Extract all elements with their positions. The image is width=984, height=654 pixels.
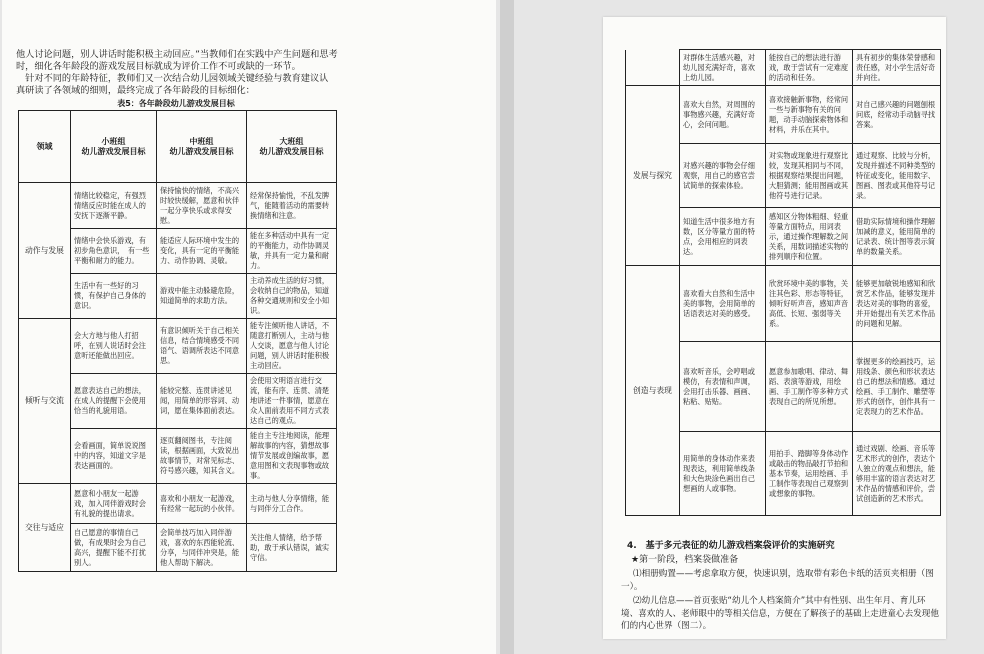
table-cell: 能较完整、连贯讲述见闻，用简单的形容词、动词，愿在集体面前表达。 [157,374,247,429]
table-cell: 用简单的身体动作来表现表达，利用简单线条和大色块涂色画出自己想画的人或事物。 [680,432,766,516]
table-cell: 主动与他人分享情绪，能与同伴分工合作。 [247,484,337,524]
table-cell: 主动养成生活的好习惯，会收纳自己的物品，知道各种交通规则和安全小知识。 [247,274,337,319]
header-large: 大班组 幼儿游戏发展目标 [247,111,337,183]
domain-cell: 动作与发展 [19,183,71,319]
table-cell: 喜欢和小朋友一起游戏，有经常一起玩的小伙伴。 [157,484,247,524]
table-cell: 喜欢听音乐，会哼唱或模仿，有表情和声调，会用打击乐器、画画、粘粘、贴贴。 [680,342,766,432]
header-small: 小班组 幼儿游戏发展目标 [71,111,157,183]
domain-cell: 倾听与交流 [19,319,71,484]
table-cell: 喜欢看大自然和生活中美的事物，会用简单的话语表达对美的感受。 [680,266,766,342]
table-cell: 借助实际情境和操作理解加减的意义，能用简单的记录表、统计图等表示简单的数量关系。 [853,208,941,266]
domain-cell: 交往与适应 [19,484,71,572]
table-cell: 对实物或现象进行观察比较，发现其相同与不同，根据观察结果提出问题，大胆猜测；能用图画或其他符号进行记录。 [766,144,853,208]
table-cell: 感知区分物体粗细、轻重等量方面特点，用词表示，通过操作理解数之间关系，用数词描述实物的排列顺序和位置。 [766,208,853,266]
table-cell [626,50,680,86]
table-cell: 会简单技巧加入同伴游戏，喜欢的东西能轮流、分享，与同伴冲突是，能他人帮助下解决。 [157,524,247,572]
table-cell: 愿意参加歌唱、律动、舞蹈、表演等游戏，用绘画、手工制作等多种方式表现自己的所见所想。 [766,342,853,432]
table-cell: 会使用文明语言进行交流，能有序、连贯、清楚地讲述一件事情，愿意在众人面前表用不同方式表达自己的观点。 [247,374,337,429]
table-cell: 能适应人际环境中发生的变化，具有一定的平衡能力、动作协调、灵敏。 [157,229,247,274]
table-cell: 掌握更多的绘画技巧，运用线条、颜色和形状表达自己的想法和情感。通过绘画、手工制作、雕塑等形式的创作，创作具有一定表现力的艺术作品。 [853,342,941,432]
table-cell: 通过戏剧、绘画、音乐等艺术形式的创作，表达个人独立的观点和想法，能够用丰富的语言表达对艺术作品的情感和评价，尝试创造新的艺术形式。 [853,432,941,516]
table-cell: 愿意和小朋友一起游戏，加入同伴游戏时会有礼貌的提出请求。 [71,484,157,524]
header-domain: 领域 [19,111,71,183]
table-cell: 情绪中会快乐游戏，有初步角色意识， 有一些平衡和耐力的能力。 [71,229,157,274]
table-caption: 表5：各年龄段幼儿游戏发展目标 [117,99,235,108]
table-cell: 会看画面，简单说说图中的内容，知道文字是表达画面的。 [71,429,157,484]
table-cell: 喜欢接触新事物，经常问一些与新事物有关的问题，动手动脑探索物体和材料，并乐在其中。 [766,86,853,144]
table-cell: 游戏中能主动躲避危险，知道简单的求助方法。 [157,274,247,319]
intro-line-1: 他人讨论问题，别人讲话时能积极主动回应。”当教师们在实践中产生问题和思考 [16,49,338,60]
table-cell: 能在多种活动中具有一定的平衡能力，动作协调灵敏，并具有一定力量和耐力。 [247,229,337,274]
table-cell: 通过观察、比较与分析，发现并描述不同种类型的特征或变化，能用数字、图画、图表或其他符号记录。 [853,144,941,208]
goals-table-left [18,110,337,572]
table-cell: 保持愉快的情绪，不高兴时较快缓解，愿意和伙伴一起分享快乐或求得安慰。 [157,183,247,229]
table-cell: 对群体生活感兴趣，对幼儿园充满好奇，喜欢上幼儿园。 [680,50,766,86]
intro-line-3: 针对不同的年龄特征，教师们又一次结合幼儿园领域关键经验与教育建议认 [16,73,329,84]
domain-cell: 发展与探究 [626,86,680,266]
left-document-page [2,0,496,654]
table-cell: 对自己感兴趣的问题刨根问底，经常动手动脑寻找答案。 [853,86,941,144]
table-cell: 自己愿意的事情自己做，有成果时会为自己高兴，提醒下能不打扰别人。 [71,524,157,572]
right-document-page [603,17,946,639]
table-cell: 欣赏环境中美的事物，关注其色彩、形态等特征，倾听好听声音，感知声音高低、长短、强弱等关系。 [766,266,853,342]
table-cell: 能够更加敏锐地感知和欣赏艺术作品，能够发现并表达对美的事物的喜爱，并开始提出有关艺术作品的问题和见解。 [853,266,941,342]
table-cell: 能按自己的想法进行游戏，敢于尝试有一定难度的活动和任务。 [766,50,853,86]
goals-table-right [625,49,941,516]
section-heading: 4. 基于多元表征的幼儿游戏档案袋评价的实施研究 [627,541,835,551]
table-cell: 有意识倾听关于自己相关信息，结合情境感受不同语气、语调所表达不同意思。 [157,319,247,374]
table-cell: 逐页翻阅图书，专注阅读，根据画面，大致说出故事情节，对常见标志、符号感兴趣，知其含义。 [157,429,247,484]
item-album: ⑴相册购置——考虑拿取方便，快速识别，选取带有彩色卡纸的活页夹相册（图一）。 [621,569,934,592]
table-cell: 生活中有一些好的习惯，有保护自己身体的意识。 [71,274,157,319]
table-cell: 经常保持愉悦，不乱发脾气，能随着活动的需要转换情绪和注意。 [247,183,337,229]
page-gutter [500,0,514,654]
table-cell: 愿意表达自己的想法，在成人的提醒下会使用恰当的礼貌用语。 [71,374,157,429]
table-cell: 用拍手、踏脚等身体动作或敲击的物品敲打节拍和基本节奏，运用绘画、手工制作等表现自己观察到或想象的事物。 [766,432,853,516]
table-cell: 能专注倾听他人讲话，不随意打断别人，主动与他人交谈，愿意与他人讨论问题，别人讲话时能积极主动回应。 [247,319,337,374]
table-cell: 喜欢大自然，对周围的事物感兴趣，充满好奇心，会问问题。 [680,86,766,144]
table-cell: 情绪比较稳定，有强烈情绪反应时能在成人的安抚下逐渐平静。 [71,183,157,229]
intro-line-4: 真研读了各领域的细则，最终完成了各年龄段的目标细化： [16,85,255,96]
header-middle: 中班组 幼儿游戏发展目标 [157,111,247,183]
table-cell: 能自主专注地阅读，能理解故事的内容，猜想故事情节发展或创编故事，愿意用图和文表现事物或故事。 [247,429,337,484]
table-cell: 关注他人情绪，给予帮助，敢于承认错误，诚实守信。 [247,524,337,572]
domain-cell: 创造与表现 [626,266,680,516]
intro-line-2: 时，细化各年龄段的游戏发展目标就成为评价工作不可或缺的一环节。 [16,61,301,72]
stage-heading: ★第一阶段，档案袋做准备 [631,555,739,565]
table-cell: 对感兴趣的事物会仔细观察，用自己的感官尝试简单的探索体验。 [680,144,766,208]
table-cell: 知道生活中很多地方有数，区分等量方面的特点，会用相应的词表达。 [680,208,766,266]
table-cell: 具有初步的集体荣誉感和责任感，对小学生活好奇并向往。 [853,50,941,86]
table-cell: 会大方地与他人打招呼，在别人说话时会注意听还能做出回应。 [71,319,157,374]
item-child-info: ⑵幼儿信息——首页张贴“幼儿个人档案简介”其中有性别、出生年月、育儿环境、喜欢的人、老师眼中的等相关信息，方便在了解孩子的基础上走进童心去发现他们的内心世界（图二）。 [621,596,939,631]
